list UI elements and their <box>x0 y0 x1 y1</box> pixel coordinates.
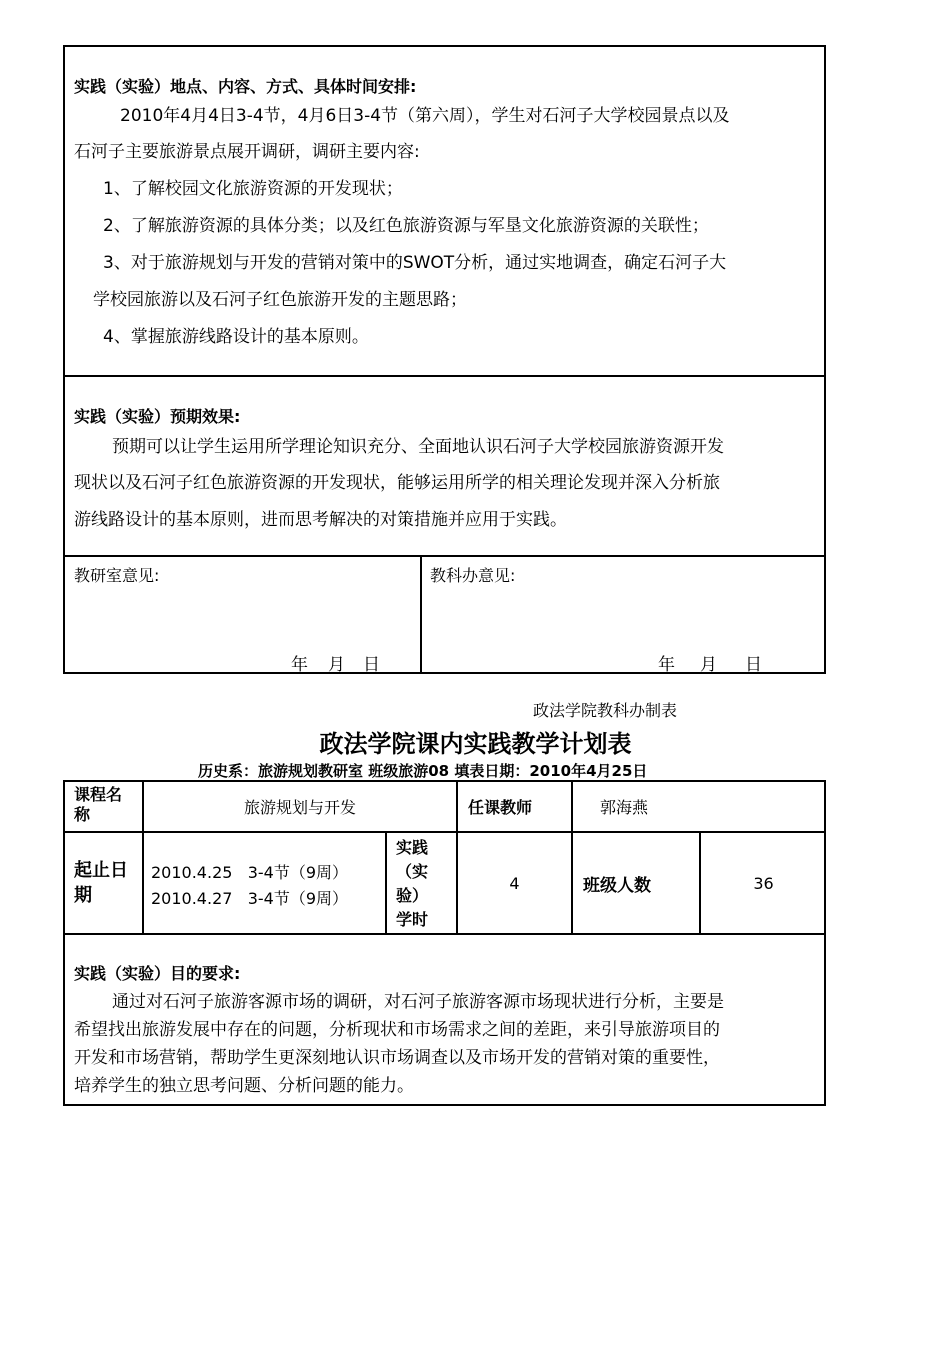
course-name-label: 课程名 称 <box>74 785 123 824</box>
purpose-line: 培养学生的独立思考问题、分析问题的能力。 <box>74 1076 414 1096</box>
divider-1 <box>63 375 826 377</box>
date-year: 年 <box>291 655 308 675</box>
department-opinion-label: 教研室意见: <box>74 566 160 585</box>
date-month: 月 <box>700 655 717 675</box>
form-maker: 政法学院教科办制表 <box>533 701 678 720</box>
col-divider <box>571 780 573 934</box>
date-year: 年 <box>658 655 675 675</box>
class-size-value: 36 <box>753 873 774 893</box>
expected-effect-line: 预期可以让学生运用所学理论知识充分、全面地认识石河子大学校园旅游资源开发 <box>112 437 724 457</box>
arrangement-item: 3、对于旅游规划与开发的营销对策中的SWOT分析，通过实地调查，确定石河子大 <box>103 253 727 273</box>
dates-label: 起止日 期 <box>74 860 128 906</box>
dates-value: 2010.4.25 3-4节（9周） 2010.4.27 3-4节（9周） <box>151 863 349 908</box>
date-day: 日 <box>363 655 380 675</box>
hours-value: 4 <box>509 873 520 893</box>
purpose-heading: 实践（实验）目的要求: <box>74 964 241 983</box>
col-divider <box>385 831 387 934</box>
office-opinion-label: 教科办意见: <box>430 566 516 585</box>
arrangement-item: 2、了解旅游资源的具体分类；以及红色旅游资源与军垦文化旅游资源的关联性； <box>103 216 709 236</box>
page-subtitle: 历史系：旅游规划教研室 班级旅游08 填表日期：2010年4月25日 <box>198 762 648 780</box>
expected-effect-line: 游线路设计的基本原则，进而思考解决的对策措施并应用于实践。 <box>74 510 567 530</box>
purpose-line: 通过对石河子旅游客源市场的调研，对石河子旅游客源市场现状进行分析，主要是 <box>112 992 724 1012</box>
expected-effect-line: 现状以及石河子红色旅游资源的开发现状，能够运用所学的相关理论发现并深入分析旅 <box>74 473 720 493</box>
page-title: 政法学院课内实践教学计划表 <box>319 730 632 758</box>
hours-label: 实践 （实 验） 学时 <box>396 838 429 929</box>
course-name-value: 旅游规划与开发 <box>243 798 356 817</box>
teacher-value: 郭海燕 <box>600 798 649 817</box>
purpose-line: 开发和市场营销，帮助学生更深刻地认识市场调查以及市场开发的营销对策的重要性， <box>74 1048 720 1068</box>
divider-2 <box>63 555 826 557</box>
arrangement-paragraph-line: 石河子主要旅游景点展开调研，调研主要内容: <box>74 142 420 162</box>
row-divider <box>63 933 826 935</box>
arrangement-item: 学校园旅游以及石河子红色旅游开发的主题思路； <box>93 290 467 310</box>
date-day: 日 <box>745 655 762 675</box>
date-month: 月 <box>328 655 345 675</box>
opinion-divider <box>420 555 422 674</box>
purpose-line: 希望找出旅游发展中存在的问题，分析现状和市场需求之间的差距，来引导旅游项目的 <box>74 1020 720 1040</box>
arrangement-heading: 实践（实验）地点、内容、方式、具体时间安排: <box>74 77 417 96</box>
arrangement-paragraph-line: 2010年4月4日3-4节，4月6日3-4节（第六周），学生对石河子大学校园景点以及 <box>120 106 730 126</box>
teacher-label: 任课教师 <box>468 798 533 817</box>
arrangement-item: 1、了解校园文化旅游资源的开发现状； <box>103 179 403 199</box>
expected-effect-heading: 实践（实验）预期效果: <box>74 407 241 426</box>
arrangement-item: 4、掌握旅游线路设计的基本原则。 <box>103 327 369 347</box>
class-size-label: 班级人数 <box>583 875 651 896</box>
